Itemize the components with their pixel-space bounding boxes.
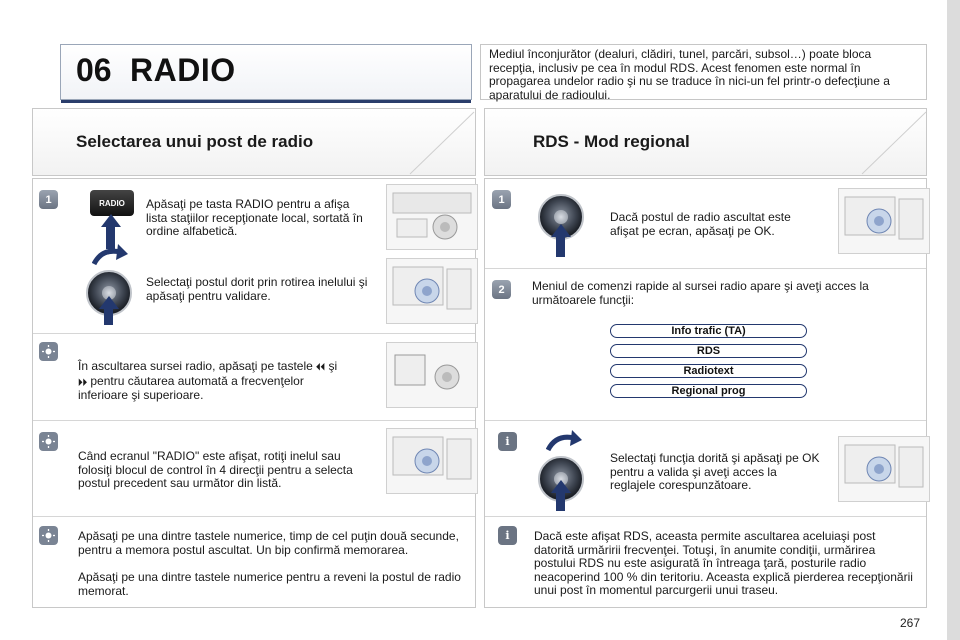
right-info-1-text: Selectaţi funcţia dorită şi apăsaţi pe OK pentru a valida şi aveţi acces la reglajele corespunzătoare. xyxy=(610,451,820,492)
left-tip-1-text: În ascultarea sursei radio, apăsaţi pe tastele ⏴⏴ şi ⏵⏵ pentru căutarea automată a frecvenţelor inferioare şi superioare. xyxy=(78,359,338,402)
row-divider xyxy=(33,516,475,517)
page-edge-bar xyxy=(947,0,960,640)
device-screen-thumbnail xyxy=(838,436,930,502)
header-corner-decoration xyxy=(400,110,476,176)
rotate-arrow-icon xyxy=(92,244,128,268)
radio-key-icon: RADIO xyxy=(90,190,134,216)
tip-bulb-icon xyxy=(39,432,58,451)
intro-note: Mediul înconjurător (dealuri, clădiri, tunel, parcări, subsol…) poate bloca recepţia, inclusiv pe cea în modul RDS. Acest fenomen este normal în propagarea undelor radio şi nu se traduce în nici-un fel printr-o defecţiune a aparatului de radioului. xyxy=(480,44,927,100)
device-screen-thumbnail xyxy=(386,428,478,494)
seek-forward-icon: ⏵⏵ xyxy=(78,376,88,387)
tip-bulb-icon xyxy=(39,342,58,361)
menu-item-radiotext: Radiotext xyxy=(610,364,807,378)
left-step-1b-text: Selectaţi postul dorit prin rotirea inelului şi apăsaţi pentru validare. xyxy=(146,275,368,303)
press-arrow-icon xyxy=(551,224,571,257)
device-screen-thumbnail xyxy=(838,188,930,254)
header-corner-decoration xyxy=(852,110,928,176)
menu-item-rds: RDS xyxy=(610,344,807,358)
step-1-badge: 1 xyxy=(492,190,511,209)
press-arrow-icon xyxy=(99,296,119,325)
right-step-2-text: Meniul de comenzi rapide al sursei radio apare şi aveţi acces la următoarele funcţii: xyxy=(532,279,869,307)
chapter-header xyxy=(60,44,472,100)
menu-item-regional-prog: Regional prog xyxy=(610,384,807,398)
tip-bulb-icon xyxy=(39,526,58,545)
menu-item-info-trafic: Info trafic (TA) xyxy=(610,324,807,338)
device-screen-thumbnail xyxy=(386,184,478,250)
row-divider xyxy=(485,516,926,517)
row-divider xyxy=(33,420,475,421)
page-number: 267 xyxy=(900,616,921,630)
step-2-badge: 2 xyxy=(492,280,511,299)
chapter-number: 06 xyxy=(76,52,112,88)
row-divider xyxy=(485,268,926,269)
right-info-2-text: Dacă este afişat RDS, aceasta permite ascultarea aceluiaşi post datorită urmăririi frecvenţei. Totuşi, în anumite condiţii, urmărirea postului RDS nu este asigurată în întreaga ţară, posturile radio neacoperind 100 % din teritoriu. Aceasta explică pierderea recepţionării unui post în momentul parcurgerii unui traseu. xyxy=(534,529,913,597)
info-badge: i xyxy=(498,526,517,545)
info-badge: i xyxy=(498,432,517,451)
step-1-badge: 1 xyxy=(39,190,58,209)
right-section-title: RDS - Mod regional xyxy=(533,132,690,151)
left-section-title: Selectarea unui post de radio xyxy=(76,132,314,151)
press-arrow-icon xyxy=(551,480,571,511)
left-tip-3-text-a: Apăsaţi pe una dintre tastele numerice, timp de cel puţin două secunde, pentru a memora postul ascultat. Un bip confirmă memorarea. xyxy=(78,529,459,557)
rotate-arrow-icon xyxy=(546,430,582,454)
device-screen-thumbnail xyxy=(386,342,478,408)
seek-back-icon: ⏴⏴ xyxy=(316,362,326,372)
chapter-title: RADIO xyxy=(130,52,236,88)
left-tip-2-text: Când ecranul "RADIO" este afişat, rotiţi inelul sau folosiţi blocul de control în 4 direcţii pentru a selecta postul precedent sau următor din listă. xyxy=(78,449,353,490)
left-tip-3-text-b: Apăsaţi pe una dintre tastele numerice pentru a reveni la postul de radio memorat. xyxy=(78,570,461,598)
right-step-1-text: Dacă postul de radio ascultat este afişat pe ecran, apăsaţi pe OK. xyxy=(610,210,791,238)
row-divider xyxy=(485,420,926,421)
row-divider xyxy=(33,333,475,334)
device-screen-thumbnail xyxy=(386,258,478,324)
left-step-1-text: Apăsaţi pe tasta RADIO pentru a afişa lista staţiilor recepţionate local, sortată în ordine alfabetică. xyxy=(146,197,363,238)
